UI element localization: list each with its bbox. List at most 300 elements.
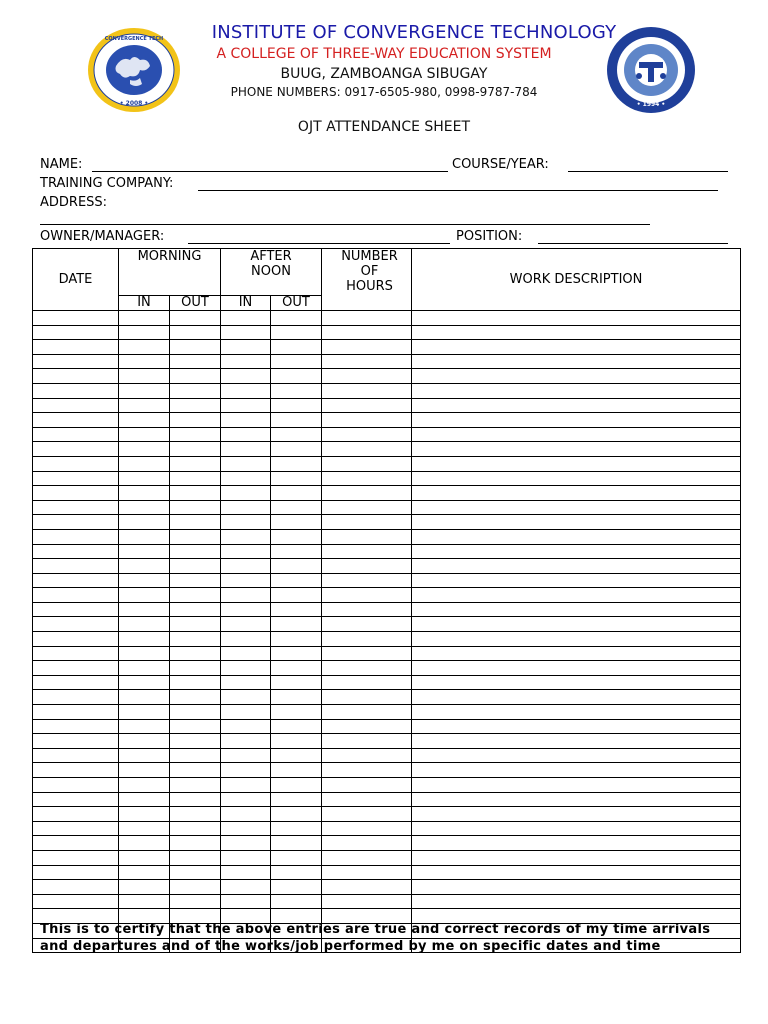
date-cell[interactable]: [33, 646, 119, 661]
afternoon-in-cell[interactable]: [221, 325, 271, 340]
date-cell[interactable]: [33, 529, 119, 544]
afternoon-in-cell[interactable]: [221, 880, 271, 895]
date-cell[interactable]: [33, 836, 119, 851]
hours-cell[interactable]: [322, 646, 412, 661]
date-cell[interactable]: [33, 311, 119, 326]
morning-out-cell[interactable]: [170, 588, 221, 603]
morning-out-cell[interactable]: [170, 383, 221, 398]
afternoon-out-cell[interactable]: [271, 369, 322, 384]
hours-cell[interactable]: [322, 748, 412, 763]
afternoon-in-cell[interactable]: [221, 471, 271, 486]
afternoon-in-cell[interactable]: [221, 544, 271, 559]
date-cell[interactable]: [33, 734, 119, 749]
morning-in-cell[interactable]: [119, 325, 170, 340]
work-description-cell[interactable]: [412, 442, 741, 457]
morning-out-cell[interactable]: [170, 675, 221, 690]
date-cell[interactable]: [33, 675, 119, 690]
morning-out-cell[interactable]: [170, 500, 221, 515]
morning-in-cell[interactable]: [119, 383, 170, 398]
hours-cell[interactable]: [322, 340, 412, 355]
institution-name: INSTITUTE OF CONVERGENCE TECHNOLOGY: [211, 22, 617, 43]
afternoon-out-cell[interactable]: [271, 778, 322, 793]
morning-out-cell[interactable]: [170, 719, 221, 734]
hours-cell[interactable]: [322, 311, 412, 326]
afternoon-out-cell[interactable]: [271, 340, 322, 355]
morning-out-cell[interactable]: [170, 778, 221, 793]
afternoon-in-cell[interactable]: [221, 865, 271, 880]
date-cell[interactable]: [33, 778, 119, 793]
afternoon-out-cell[interactable]: [271, 500, 322, 515]
work-description-cell[interactable]: [412, 573, 741, 588]
afternoon-out-cell[interactable]: [271, 894, 322, 909]
afternoon-in-cell[interactable]: [221, 515, 271, 530]
morning-in-cell[interactable]: [119, 865, 170, 880]
afternoon-out-cell[interactable]: [271, 836, 322, 851]
morning-in-cell[interactable]: [119, 894, 170, 909]
afternoon-in-cell[interactable]: [221, 588, 271, 603]
morning-in-cell[interactable]: [119, 778, 170, 793]
date-cell[interactable]: [33, 325, 119, 340]
work-description-cell[interactable]: [412, 383, 741, 398]
work-description-cell[interactable]: [412, 340, 741, 355]
morning-in-cell[interactable]: [119, 500, 170, 515]
afternoon-out-cell[interactable]: [271, 456, 322, 471]
morning-out-cell[interactable]: [170, 340, 221, 355]
work-description-cell[interactable]: [412, 544, 741, 559]
date-cell[interactable]: [33, 763, 119, 778]
afternoon-in-cell[interactable]: [221, 573, 271, 588]
hours-cell[interactable]: [322, 515, 412, 530]
morning-out-cell[interactable]: [170, 515, 221, 530]
hours-cell[interactable]: [322, 675, 412, 690]
morning-in-cell[interactable]: [119, 748, 170, 763]
morning-out-cell[interactable]: [170, 311, 221, 326]
afternoon-out-cell[interactable]: [271, 821, 322, 836]
afternoon-out-cell[interactable]: [271, 486, 322, 501]
afternoon-in-cell[interactable]: [221, 413, 271, 428]
owner-manager-field[interactable]: [188, 243, 450, 244]
hours-cell[interactable]: [322, 719, 412, 734]
morning-in-cell[interactable]: [119, 471, 170, 486]
work-description-cell[interactable]: [412, 675, 741, 690]
hours-cell[interactable]: [322, 821, 412, 836]
morning-in-cell[interactable]: [119, 340, 170, 355]
morning-out-cell[interactable]: [170, 559, 221, 574]
hours-cell[interactable]: [322, 354, 412, 369]
afternoon-in-cell[interactable]: [221, 617, 271, 632]
hours-cell[interactable]: [322, 734, 412, 749]
date-cell[interactable]: [33, 690, 119, 705]
name-label: NAME:: [40, 157, 83, 172]
morning-in-cell[interactable]: [119, 427, 170, 442]
morning-in-cell[interactable]: [119, 515, 170, 530]
work-description-cell[interactable]: [412, 515, 741, 530]
morning-out-cell[interactable]: [170, 602, 221, 617]
morning-out-cell[interactable]: [170, 442, 221, 457]
date-cell[interactable]: [33, 354, 119, 369]
afternoon-out-cell[interactable]: [271, 544, 322, 559]
morning-out-cell[interactable]: [170, 705, 221, 720]
address-field[interactable]: [40, 224, 650, 225]
morning-in-cell[interactable]: [119, 311, 170, 326]
date-cell[interactable]: [33, 632, 119, 647]
hours-cell[interactable]: [322, 559, 412, 574]
afternoon-in-cell[interactable]: [221, 734, 271, 749]
date-cell[interactable]: [33, 500, 119, 515]
afternoon-out-cell[interactable]: [271, 850, 322, 865]
morning-in-cell[interactable]: [119, 705, 170, 720]
work-description-cell[interactable]: [412, 705, 741, 720]
afternoon-out-cell[interactable]: [271, 413, 322, 428]
morning-in-cell[interactable]: [119, 646, 170, 661]
hours-cell[interactable]: [322, 369, 412, 384]
morning-out-cell[interactable]: [170, 471, 221, 486]
morning-in-cell[interactable]: [119, 719, 170, 734]
hours-cell[interactable]: [322, 602, 412, 617]
date-cell[interactable]: [33, 456, 119, 471]
afternoon-out-cell[interactable]: [271, 705, 322, 720]
afternoon-in-cell[interactable]: [221, 500, 271, 515]
hours-cell[interactable]: [322, 705, 412, 720]
morning-out-cell[interactable]: [170, 398, 221, 413]
morning-in-cell[interactable]: [119, 880, 170, 895]
afternoon-in-cell[interactable]: [221, 456, 271, 471]
hours-cell[interactable]: [322, 792, 412, 807]
afternoon-out-cell[interactable]: [271, 807, 322, 822]
date-cell[interactable]: [33, 471, 119, 486]
work-description-cell[interactable]: [412, 836, 741, 851]
morning-out-cell[interactable]: [170, 850, 221, 865]
morning-in-cell[interactable]: [119, 413, 170, 428]
afternoon-in-cell[interactable]: [221, 632, 271, 647]
work-description-cell[interactable]: [412, 602, 741, 617]
morning-out-cell[interactable]: [170, 894, 221, 909]
afternoon-out-cell[interactable]: [271, 515, 322, 530]
afternoon-out-cell[interactable]: [271, 325, 322, 340]
morning-in-cell[interactable]: [119, 544, 170, 559]
afternoon-in-cell[interactable]: [221, 427, 271, 442]
work-description-cell[interactable]: [412, 880, 741, 895]
afternoon-in-cell[interactable]: [221, 748, 271, 763]
date-cell[interactable]: [33, 617, 119, 632]
afternoon-in-cell[interactable]: [221, 850, 271, 865]
work-description-cell[interactable]: [412, 719, 741, 734]
afternoon-in-cell[interactable]: [221, 821, 271, 836]
date-cell[interactable]: [33, 515, 119, 530]
morning-out-cell[interactable]: [170, 690, 221, 705]
hours-cell[interactable]: [322, 456, 412, 471]
work-description-cell[interactable]: [412, 456, 741, 471]
course-year-field[interactable]: [568, 171, 728, 172]
hours-cell[interactable]: [322, 529, 412, 544]
afternoon-out-cell[interactable]: [271, 792, 322, 807]
table-row: [33, 734, 741, 749]
morning-out-cell[interactable]: [170, 369, 221, 384]
afternoon-out-cell[interactable]: [271, 383, 322, 398]
afternoon-in-cell[interactable]: [221, 894, 271, 909]
afternoon-out-cell[interactable]: [271, 529, 322, 544]
work-description-cell[interactable]: [412, 850, 741, 865]
work-description-cell[interactable]: [412, 763, 741, 778]
morning-in-cell[interactable]: [119, 661, 170, 676]
work-description-cell[interactable]: [412, 734, 741, 749]
work-description-cell[interactable]: [412, 792, 741, 807]
afternoon-in-cell[interactable]: [221, 646, 271, 661]
work-description-cell[interactable]: [412, 778, 741, 793]
afternoon-out-cell[interactable]: [271, 471, 322, 486]
morning-out-cell[interactable]: [170, 325, 221, 340]
date-cell[interactable]: [33, 865, 119, 880]
work-description-cell[interactable]: [412, 325, 741, 340]
date-cell[interactable]: [33, 544, 119, 559]
morning-in-cell[interactable]: [119, 836, 170, 851]
morning-out-cell[interactable]: [170, 413, 221, 428]
morning-in-cell[interactable]: [119, 763, 170, 778]
morning-in-cell[interactable]: [119, 588, 170, 603]
hours-cell[interactable]: [322, 632, 412, 647]
date-cell[interactable]: [33, 807, 119, 822]
date-cell[interactable]: [33, 398, 119, 413]
hours-cell[interactable]: [322, 383, 412, 398]
morning-out-cell[interactable]: [170, 529, 221, 544]
afternoon-out-cell[interactable]: [271, 719, 322, 734]
hours-cell[interactable]: [322, 807, 412, 822]
morning-in-cell[interactable]: [119, 486, 170, 501]
address-label: ADDRESS:: [40, 195, 108, 210]
hours-cell[interactable]: [322, 500, 412, 515]
date-cell[interactable]: [33, 369, 119, 384]
table-row: [33, 690, 741, 705]
work-description-cell[interactable]: [412, 807, 741, 822]
morning-in-cell[interactable]: [119, 821, 170, 836]
morning-out-cell[interactable]: [170, 617, 221, 632]
afternoon-in-cell[interactable]: [221, 340, 271, 355]
name-field[interactable]: [92, 171, 448, 172]
hours-cell[interactable]: [322, 325, 412, 340]
morning-in-cell[interactable]: [119, 807, 170, 822]
work-description-cell[interactable]: [412, 821, 741, 836]
work-description-cell[interactable]: [412, 559, 741, 574]
morning-in-cell[interactable]: [119, 369, 170, 384]
hours-cell[interactable]: [322, 413, 412, 428]
afternoon-in-cell[interactable]: [221, 807, 271, 822]
date-cell[interactable]: [33, 792, 119, 807]
afternoon-out-cell[interactable]: [271, 763, 322, 778]
work-description-cell[interactable]: [412, 486, 741, 501]
work-description-cell[interactable]: [412, 413, 741, 428]
work-description-cell[interactable]: [412, 865, 741, 880]
afternoon-out-cell[interactable]: [271, 617, 322, 632]
work-description-cell[interactable]: [412, 398, 741, 413]
hours-cell[interactable]: [322, 427, 412, 442]
date-cell[interactable]: [33, 719, 119, 734]
hours-cell[interactable]: [322, 486, 412, 501]
work-description-cell[interactable]: [412, 471, 741, 486]
morning-in-cell[interactable]: [119, 792, 170, 807]
afternoon-in-cell[interactable]: [221, 661, 271, 676]
hours-cell[interactable]: [322, 894, 412, 909]
afternoon-out-cell[interactable]: [271, 311, 322, 326]
hours-cell[interactable]: [322, 661, 412, 676]
position-label: POSITION:: [456, 229, 523, 244]
work-description-cell[interactable]: [412, 369, 741, 384]
morning-out-cell[interactable]: [170, 807, 221, 822]
morning-in-cell[interactable]: [119, 734, 170, 749]
afternoon-out-cell[interactable]: [271, 865, 322, 880]
work-description-cell[interactable]: [412, 748, 741, 763]
morning-out-cell[interactable]: [170, 821, 221, 836]
date-cell[interactable]: [33, 602, 119, 617]
morning-out-cell[interactable]: [170, 456, 221, 471]
afternoon-out-cell[interactable]: [271, 573, 322, 588]
date-cell[interactable]: [33, 413, 119, 428]
work-description-cell[interactable]: [412, 690, 741, 705]
afternoon-out-cell[interactable]: [271, 354, 322, 369]
afternoon-in-cell[interactable]: [221, 311, 271, 326]
afternoon-in-cell[interactable]: [221, 486, 271, 501]
afternoon-in-cell[interactable]: [221, 398, 271, 413]
hours-cell[interactable]: [322, 573, 412, 588]
afternoon-in-cell[interactable]: [221, 383, 271, 398]
afternoon-in-cell[interactable]: [221, 369, 271, 384]
hours-cell[interactable]: [322, 850, 412, 865]
afternoon-in-cell[interactable]: [221, 705, 271, 720]
hours-cell[interactable]: [322, 617, 412, 632]
morning-out-cell[interactable]: [170, 792, 221, 807]
morning-in-cell[interactable]: [119, 442, 170, 457]
table-row: [33, 383, 741, 398]
morning-in-cell[interactable]: [119, 617, 170, 632]
afternoon-out-cell[interactable]: [271, 646, 322, 661]
date-cell[interactable]: [33, 340, 119, 355]
afternoon-in-cell[interactable]: [221, 442, 271, 457]
morning-in-cell[interactable]: [119, 632, 170, 647]
date-cell[interactable]: [33, 748, 119, 763]
afternoon-in-cell[interactable]: [221, 602, 271, 617]
hours-cell[interactable]: [322, 836, 412, 851]
morning-in-cell[interactable]: [119, 850, 170, 865]
work-description-cell[interactable]: [412, 617, 741, 632]
afternoon-out-cell[interactable]: [271, 880, 322, 895]
work-description-cell[interactable]: [412, 894, 741, 909]
morning-out-cell[interactable]: [170, 354, 221, 369]
morning-out-cell[interactable]: [170, 748, 221, 763]
afternoon-out-cell[interactable]: [271, 690, 322, 705]
afternoon-out-cell[interactable]: [271, 748, 322, 763]
morning-in-cell[interactable]: [119, 675, 170, 690]
morning-out-cell[interactable]: [170, 865, 221, 880]
afternoon-out-cell[interactable]: [271, 632, 322, 647]
afternoon-out-cell[interactable]: [271, 588, 322, 603]
hours-cell[interactable]: [322, 398, 412, 413]
morning-out-cell[interactable]: [170, 661, 221, 676]
date-cell[interactable]: [33, 588, 119, 603]
morning-in-cell[interactable]: [119, 456, 170, 471]
date-cell[interactable]: [33, 442, 119, 457]
work-description-cell[interactable]: [412, 500, 741, 515]
afternoon-out-cell[interactable]: [271, 734, 322, 749]
date-cell[interactable]: [33, 486, 119, 501]
hours-cell[interactable]: [322, 471, 412, 486]
morning-out-cell[interactable]: [170, 836, 221, 851]
afternoon-in-cell[interactable]: [221, 778, 271, 793]
hours-cell[interactable]: [322, 778, 412, 793]
work-description-cell[interactable]: [412, 311, 741, 326]
work-description-cell[interactable]: [412, 661, 741, 676]
work-description-cell[interactable]: [412, 354, 741, 369]
work-description-cell[interactable]: [412, 588, 741, 603]
afternoon-out-cell[interactable]: [271, 602, 322, 617]
date-cell[interactable]: [33, 880, 119, 895]
morning-in-cell[interactable]: [119, 398, 170, 413]
afternoon-in-cell[interactable]: [221, 529, 271, 544]
afternoon-out-cell[interactable]: [271, 442, 322, 457]
afternoon-out-cell[interactable]: [271, 661, 322, 676]
morning-in-cell[interactable]: [119, 690, 170, 705]
morning-out-cell[interactable]: [170, 763, 221, 778]
date-cell[interactable]: [33, 573, 119, 588]
morning-out-cell[interactable]: [170, 573, 221, 588]
hours-cell[interactable]: [322, 690, 412, 705]
afternoon-in-cell[interactable]: [221, 836, 271, 851]
morning-out-cell[interactable]: [170, 427, 221, 442]
afternoon-in-cell[interactable]: [221, 690, 271, 705]
morning-out-cell[interactable]: [170, 544, 221, 559]
hours-cell[interactable]: [322, 763, 412, 778]
morning-out-cell[interactable]: [170, 734, 221, 749]
afternoon-in-cell[interactable]: [221, 719, 271, 734]
afternoon-out-cell[interactable]: [271, 675, 322, 690]
work-description-cell[interactable]: [412, 529, 741, 544]
afternoon-out-cell[interactable]: [271, 398, 322, 413]
morning-in-cell[interactable]: [119, 529, 170, 544]
position-field[interactable]: [538, 243, 728, 244]
morning-out-cell[interactable]: [170, 486, 221, 501]
morning-in-cell[interactable]: [119, 354, 170, 369]
work-description-cell[interactable]: [412, 427, 741, 442]
morning-out-cell[interactable]: [170, 632, 221, 647]
morning-out-cell[interactable]: [170, 880, 221, 895]
hours-cell[interactable]: [322, 880, 412, 895]
hours-cell[interactable]: [322, 865, 412, 880]
date-cell[interactable]: [33, 661, 119, 676]
date-cell[interactable]: [33, 559, 119, 574]
work-description-cell[interactable]: [412, 632, 741, 647]
date-cell[interactable]: [33, 383, 119, 398]
afternoon-in-cell[interactable]: [221, 354, 271, 369]
date-cell[interactable]: [33, 850, 119, 865]
afternoon-in-cell[interactable]: [221, 675, 271, 690]
date-cell[interactable]: [33, 705, 119, 720]
hours-cell[interactable]: [322, 544, 412, 559]
morning-in-cell[interactable]: [119, 602, 170, 617]
hours-cell[interactable]: [322, 442, 412, 457]
afternoon-in-cell[interactable]: [221, 792, 271, 807]
date-cell[interactable]: [33, 427, 119, 442]
date-cell[interactable]: [33, 821, 119, 836]
afternoon-out-cell[interactable]: [271, 427, 322, 442]
afternoon-in-cell[interactable]: [221, 559, 271, 574]
date-cell[interactable]: [33, 894, 119, 909]
morning-out-cell[interactable]: [170, 646, 221, 661]
training-company-field[interactable]: [198, 190, 718, 191]
work-description-cell[interactable]: [412, 646, 741, 661]
afternoon-out-cell[interactable]: [271, 559, 322, 574]
hours-cell[interactable]: [322, 588, 412, 603]
afternoon-in-cell[interactable]: [221, 763, 271, 778]
morning-in-cell[interactable]: [119, 573, 170, 588]
morning-in-cell[interactable]: [119, 559, 170, 574]
